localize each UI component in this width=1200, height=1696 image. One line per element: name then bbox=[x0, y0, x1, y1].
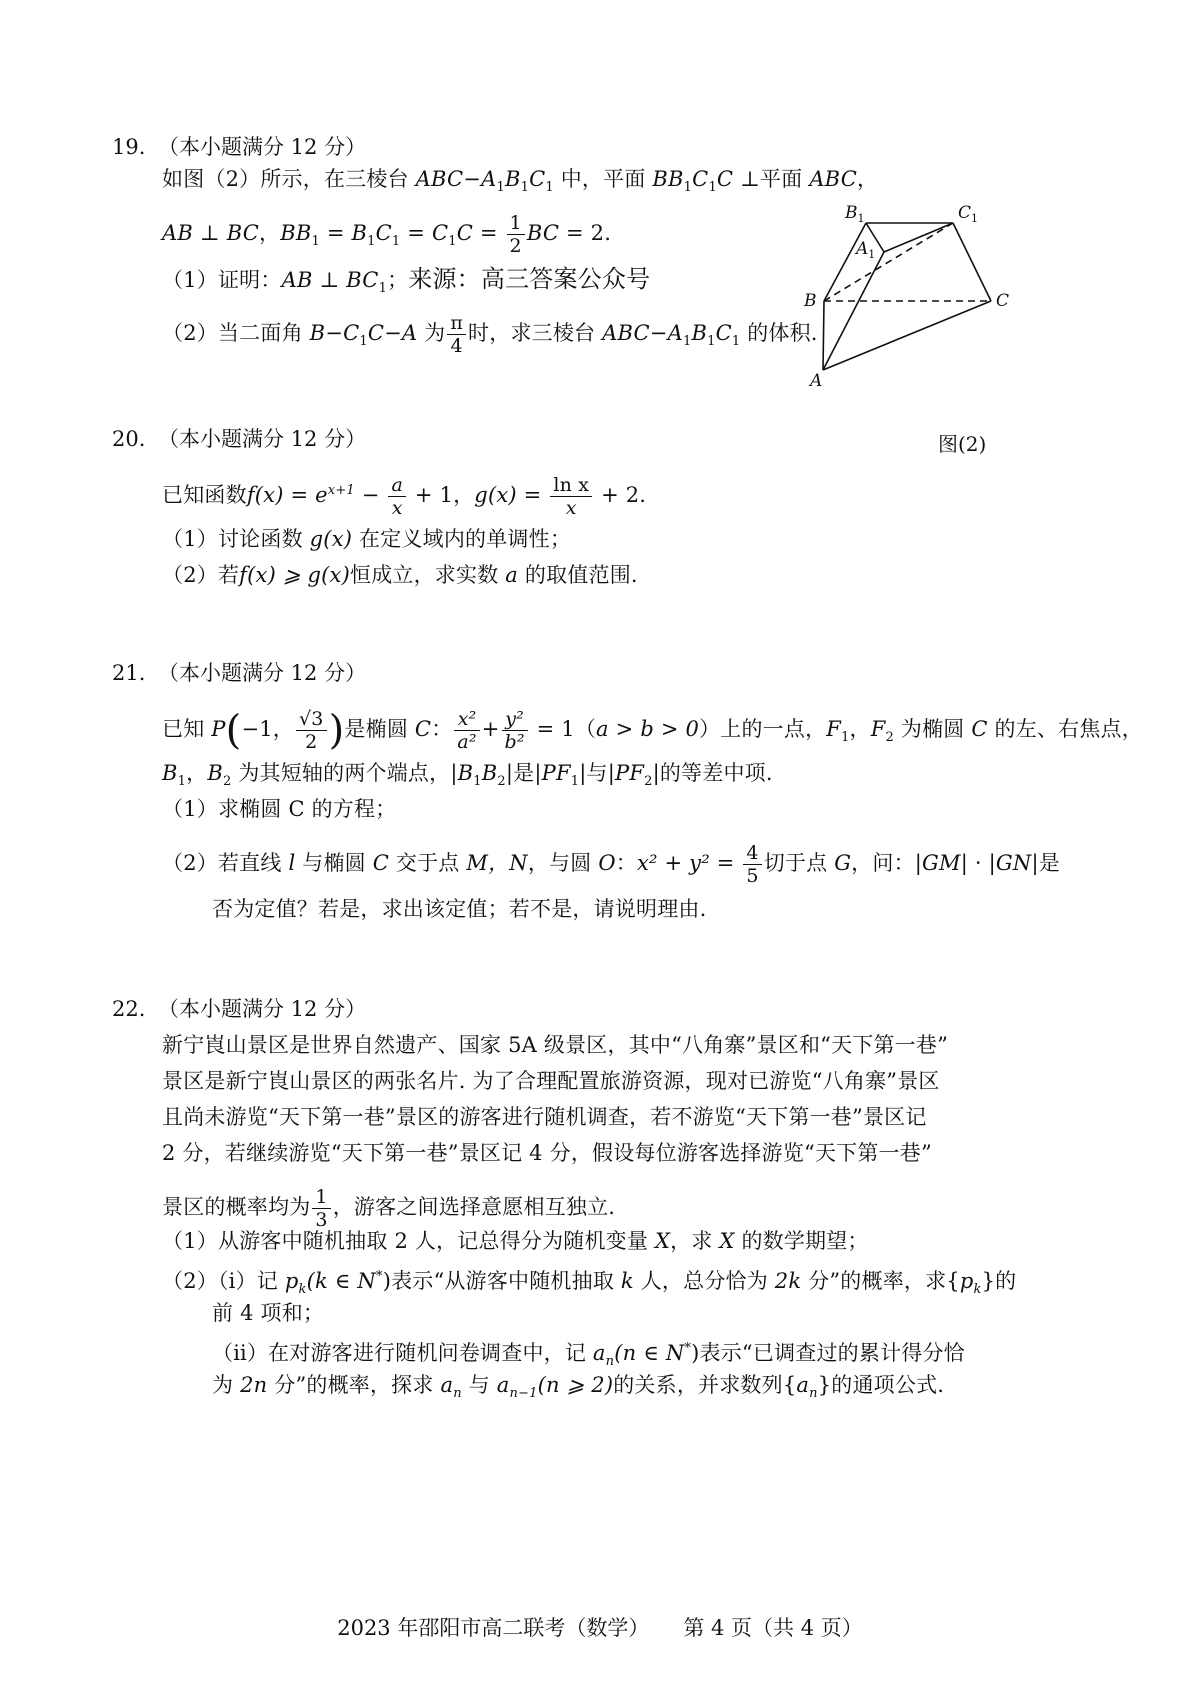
q21-part-1: （1）求椭圆 C 的方程； bbox=[162, 797, 397, 821]
problem-21 bbox=[112, 658, 1143, 921]
label-a: A bbox=[810, 371, 823, 391]
problem-number: 20. bbox=[112, 427, 146, 451]
label-b: B bbox=[804, 291, 817, 311]
fraction-pi-over-4: $\frac{\pi}{4}$ bbox=[447, 312, 466, 357]
label-c1: $C_1$ bbox=[958, 203, 979, 225]
q21-part-2: （2）若直线 l 与椭圆 C 交于点 M，N，与圆 O：x² + y² = $\frac{4}{5}$ 切于点 G，问：|GM| · |GN|是 bbox=[162, 842, 1060, 887]
q22-part-1: （1）从游客中随机抽取 2 人，记总得分为随机变量 X，求 X 的数学期望； bbox=[162, 1229, 869, 1253]
source-watermark: 来源：高三答案公众号 bbox=[408, 265, 651, 293]
page-number: 第 4 页（共 4 页） bbox=[683, 1616, 863, 1640]
q20-part-1: （1）讨论函数 g(x) 在定义域内的单调性； bbox=[162, 527, 572, 551]
q22-line-3: 且尚未游览“天下第一巷”景区的游客进行随机调查，若不游览“天下第一巷”景区记 bbox=[162, 1105, 927, 1129]
q22-part-2-i: （2）（ⅰ）记 $p_k(k$ ∈ N*)表示“从游客中随机抽取 k 人，总分恰为 2k 分”的概率，求$\{p_k\}$的 bbox=[162, 1269, 1017, 1298]
q19-stem-line-2: AB ⊥ BC，$BB_1 = B_1C_1 = C_1C$ = $\frac{1}{2}$ BC = 2. bbox=[162, 212, 612, 257]
label-a1: $A_1$ bbox=[856, 239, 876, 261]
score-note: （本小题满分 12 分） bbox=[158, 427, 367, 451]
fraction-a-over-x: $\frac{a}{x}$ bbox=[388, 474, 406, 519]
figure-caption: 图(2) bbox=[938, 432, 987, 456]
q22-line-4: 2 分，若继续游览“天下第一巷”景区记 4 分，假设每位游客选择游览“天下第一巷” bbox=[162, 1141, 932, 1165]
score-note: （本小题满分 12 分） bbox=[158, 135, 367, 159]
score-note: （本小题满分 12 分） bbox=[158, 661, 367, 685]
fraction-y2-over-b2: $\frac{\text{y²}}{\text{b²}}$ bbox=[502, 708, 528, 753]
q19-stem-line-1: 如图（2）所示，在三棱台 $ABC-A_1B_1C_1$ 中，平面 $BB_1C_1C$ ⊥平面 ABC， bbox=[162, 167, 879, 196]
frustum-figure bbox=[804, 203, 1090, 450]
edge-b-a bbox=[823, 301, 824, 370]
q19-part-1: （1）证明：AB ⊥ $BC_1$；来源：高三答案公众号 bbox=[162, 265, 651, 297]
q22-line-5: 景区的概率均为 $\frac{1}{3}$ ，游客之间选择意愿相互独立. bbox=[162, 1186, 616, 1231]
edge-c1-a1 bbox=[884, 223, 953, 252]
edge-a-c bbox=[823, 301, 991, 370]
problem-21-header bbox=[112, 658, 1112, 688]
label-c: C bbox=[996, 291, 1010, 311]
q21-part-2-cont: 否为定值？若是，求出该定值；若不是，请说明理由. bbox=[212, 897, 707, 921]
score-note: （本小题满分 12 分） bbox=[158, 997, 367, 1021]
q22-part-2-ii-cont: 为 2n 分”的概率，探求 $a_n$ 与 $a_{n-1}(n$ ⩾ 2)的关系，并求数列$\{a_n\}$的通项公式. bbox=[212, 1373, 945, 1402]
q19-part-2: （2）当二面角 $B-C_1C-A$ 为 $\frac{\pi}{4}$ 时，求三棱台 $ABC-A_1B_1C_1$ 的体积. bbox=[162, 312, 818, 357]
label-b1: $B_1$ bbox=[845, 203, 865, 225]
problem-19 bbox=[112, 132, 1112, 357]
q22-line-2: 景区是新宁崀山景区的两张名片. 为了合理配置旅游资源，现对已游览“八角寨”景区 bbox=[162, 1069, 940, 1093]
edge-a1-a bbox=[823, 252, 884, 370]
edge-b1-b bbox=[824, 223, 866, 301]
fraction-lnx-over-x: $\frac{\text{ln x}}{x}$ bbox=[550, 474, 592, 519]
exam-title: 2023 年邵阳市高二联考（数学） bbox=[337, 1616, 650, 1640]
problem-20 bbox=[112, 424, 1112, 587]
q22-part-2-i-cont: 前 4 项和； bbox=[212, 1301, 325, 1325]
problem-number: 22. bbox=[112, 997, 146, 1021]
problem-22-header bbox=[112, 994, 1112, 1024]
fraction-sqrt3-over-2: $\frac{√3}{2}$ bbox=[296, 708, 327, 753]
edge-c1-c bbox=[953, 223, 991, 301]
fraction-half: $\frac{1}{2}$ bbox=[507, 212, 525, 257]
problem-20-header bbox=[112, 424, 1112, 454]
q21-stem-line-1: 已知 P(−1， $\frac{√3}{2}$ )是椭圆 C： $\frac{\text{x²}}{\text{a²}}$ + $\frac{\text{y²}}{\text{b²}}$ = 1（a > b > 0）上的一点，$F_1$，$F_2$ 为椭圆 C 的左、右焦点， bbox=[162, 707, 1143, 754]
q20-stem: 已知函数$f(x) = e^{x+1}$ − $\frac{a}{x}$ + 1，g(x) = $\frac{\text{ln x}}{x}$ + 2. bbox=[162, 474, 647, 519]
q22-part-2-ii: （ⅱ）在对游客进行随机问卷调查中，记 $a_n(n$ ∈ N*)表示“已调查过的累计得分恰 bbox=[212, 1341, 965, 1370]
page-footer bbox=[0, 1612, 1200, 1642]
fraction-1-over-3: $\frac{1}{3}$ bbox=[312, 1186, 330, 1231]
problem-number: 19. bbox=[112, 135, 146, 159]
problem-19-header bbox=[112, 132, 1112, 162]
fraction-4-over-5: $\frac{4}{5}$ bbox=[743, 842, 761, 887]
fraction-x2-over-a2: $\frac{\text{x²}}{\text{a²}}$ bbox=[454, 708, 479, 753]
q20-part-2: （2）若f(x) ⩾ g(x)恒成立，求实数 a 的取值范围. bbox=[162, 563, 638, 587]
problem-22 bbox=[112, 994, 1112, 1402]
problem-number: 21. bbox=[112, 661, 146, 685]
q22-line-1: 新宁崀山景区是世界自然遗产、国家 5A 级景区，其中“八角寨”景区和“天下第一巷” bbox=[162, 1033, 949, 1057]
q21-stem-line-2: $B_1$，$B_2$ 为其短轴的两个端点，$|B_1B_2|$是$|PF_1|$与$|PF_2|$的等差中项. bbox=[162, 761, 773, 790]
edge-b-c1-hidden bbox=[824, 223, 953, 301]
